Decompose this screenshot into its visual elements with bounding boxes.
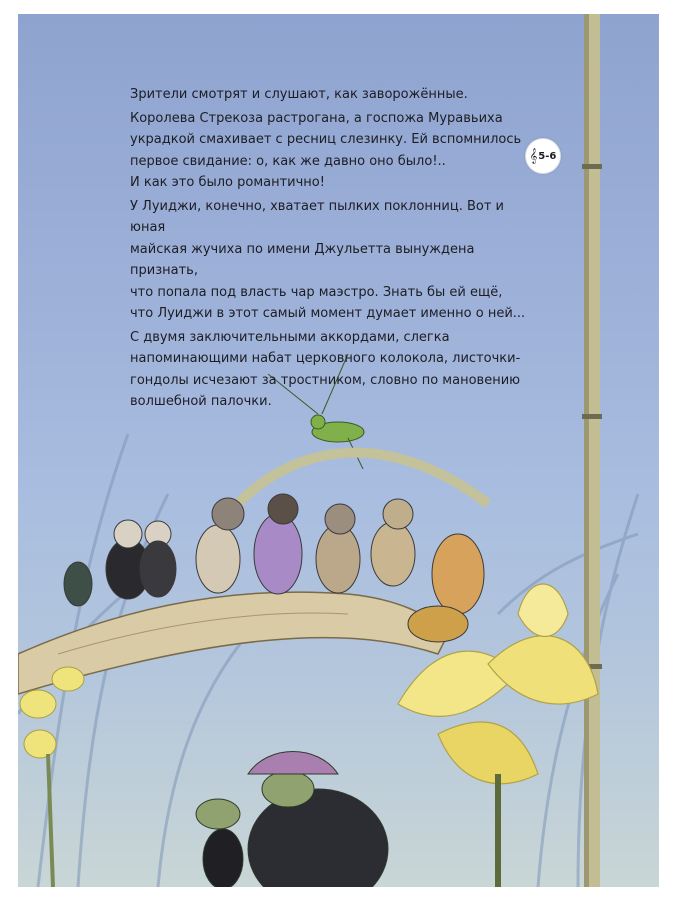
book-page	[18, 14, 659, 887]
grass-arch	[228, 453, 488, 514]
audio-track-badge[interactable]	[525, 138, 561, 174]
paragraph-4: С двумя заключительными аккордами, слегка напоминающими набат церковного колокола, листочки- гондолы исчезают за тростником, словно по мановению волшебной палочки.	[130, 329, 521, 409]
story-text	[130, 84, 540, 415]
paragraph-3: У Луиджи, конечно, хватает пылких поклонниц. Вот и юная майская жучиха по имени Джульетта вынуждена признать, что попала под власть чар маэстро. Знать бы ей ещё, что Луиджи в этот самый момент думает именно о ней...	[130, 198, 526, 321]
reed-stalk	[582, 14, 602, 887]
paragraph-1: Зрители смотрят и слушают, как заворожённые.	[130, 87, 468, 102]
audio-track-label: 5-6	[538, 150, 557, 162]
frogs	[196, 752, 388, 888]
music-note-icon: 𝄞	[529, 148, 538, 164]
paragraph-2: Королева Стрекоза растрогана, а госпожа Муравьиха украдкой смахивает с ресниц слезинку. Ей вспомнилось первое свидание: о, как же давно оно было!.. И как это было романтично!	[130, 110, 522, 190]
